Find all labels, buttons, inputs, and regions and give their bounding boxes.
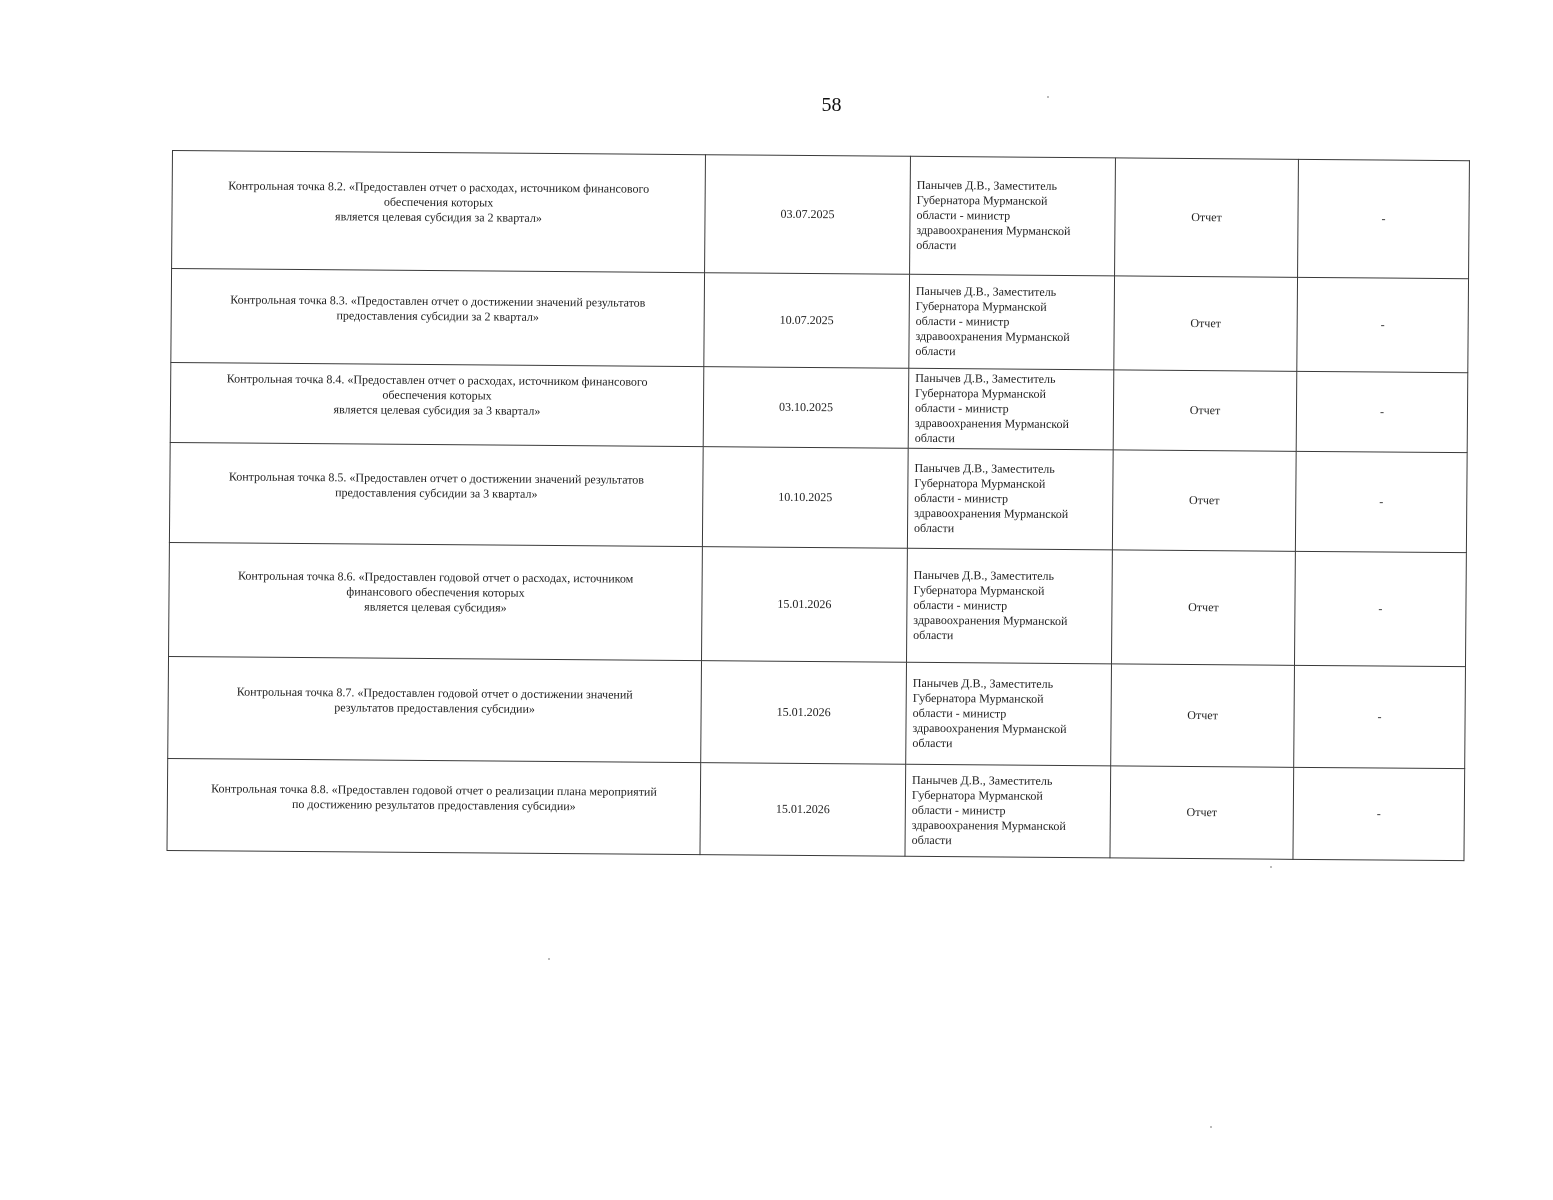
document-type: Отчет bbox=[1111, 550, 1295, 665]
responsible-person: Панычев Д.В., Заместитель Губернатора Мурманской области - министр здравоохранения Мурманской области bbox=[910, 156, 1116, 276]
control-point-name: Контрольная точка 8.7. «Предоставлен годовой отчет о достижении значений результатов предоставления субсидии» bbox=[168, 656, 702, 762]
control-point-name: Контрольная точка 8.8. «Предоставлен годовой отчет о реализации плана мероприятий по достижению результатов предоставления субсидии» bbox=[167, 758, 701, 854]
responsible-person: Панычев Д.В., Заместитель Губернатора Мурманской области - министр здравоохранения Мурманской области bbox=[907, 448, 1113, 550]
note-cell: - bbox=[1294, 665, 1466, 768]
control-point-name: Контрольная точка 8.4. «Предоставлен отчет о расходах, источником финансового обеспечения которых является целевая субсидия за 3 квартал» bbox=[170, 362, 704, 446]
document-type: Отчет bbox=[1110, 766, 1294, 859]
note-cell: - bbox=[1293, 767, 1465, 860]
table-row bbox=[168, 656, 1466, 768]
control-point-date: 10.10.2025 bbox=[702, 447, 908, 549]
note-cell: - bbox=[1298, 159, 1470, 278]
table-row bbox=[170, 362, 1468, 452]
control-points-table bbox=[166, 150, 1469, 861]
scan-speck bbox=[1047, 96, 1049, 98]
control-point-name: Контрольная точка 8.3. «Предоставлен отчет о достижении значений результатов предоставления субсидии за 2 квартал» bbox=[171, 269, 705, 367]
table-row bbox=[172, 151, 1470, 279]
note-cell: - bbox=[1294, 551, 1466, 666]
note-cell: - bbox=[1295, 451, 1467, 552]
scan-speck bbox=[1270, 866, 1272, 868]
note-cell: - bbox=[1297, 277, 1469, 372]
responsible-person: Панычев Д.В., Заместитель Губернатора Мурманской области - министр здравоохранения Мурманской области bbox=[905, 764, 1111, 858]
note-cell: - bbox=[1296, 371, 1468, 452]
scan-speck bbox=[548, 958, 550, 960]
control-point-date: 10.07.2025 bbox=[704, 273, 910, 369]
document-type: Отчет bbox=[1113, 370, 1297, 451]
control-point-date: 15.01.2026 bbox=[701, 661, 907, 765]
table-row bbox=[167, 758, 1465, 860]
responsible-person: Панычев Д.В., Заместитель Губернатора Мурманской области - министр здравоохранения Мурманской области bbox=[909, 274, 1115, 370]
control-point-name: Контрольная точка 8.6. «Предоставлен годовой отчет о расходах, источником финансового обеспечения которых является целевая субсидия» bbox=[169, 542, 703, 660]
table-row bbox=[169, 542, 1467, 666]
document-type: Отчет bbox=[1112, 450, 1296, 551]
control-point-date: 15.01.2026 bbox=[702, 547, 908, 663]
control-point-date: 03.07.2025 bbox=[705, 155, 911, 275]
control-point-name: Контрольная точка 8.5. «Предоставлен отчет о достижении значений результатов предоставления субсидии за 3 квартал» bbox=[169, 442, 703, 546]
responsible-person: Панычев Д.В., Заместитель Губернатора Мурманской области - министр здравоохранения Мурманской области bbox=[906, 662, 1112, 766]
table-row bbox=[171, 269, 1469, 373]
scan-speck bbox=[1210, 1126, 1212, 1128]
control-point-name: Контрольная точка 8.2. «Предоставлен отчет о расходах, источником финансового обеспечения которых является целевая субсидия за 2 квартал» bbox=[172, 151, 706, 273]
responsible-person: Панычев Д.В., Заместитель Губернатора Мурманской области - министр здравоохранения Мурманской области bbox=[908, 368, 1114, 450]
page-number: 58 bbox=[821, 94, 842, 116]
control-point-date: 03.10.2025 bbox=[703, 367, 909, 449]
control-point-date: 15.01.2026 bbox=[700, 763, 906, 857]
control-points-table-wrapper bbox=[166, 150, 1463, 861]
responsible-person: Панычев Д.В., Заместитель Губернатора Мурманской области - министр здравоохранения Мурманской области bbox=[906, 548, 1112, 664]
document-type: Отчет bbox=[1115, 158, 1299, 277]
table-row bbox=[169, 442, 1467, 552]
document-type: Отчет bbox=[1111, 664, 1295, 767]
document-type: Отчет bbox=[1114, 276, 1298, 371]
